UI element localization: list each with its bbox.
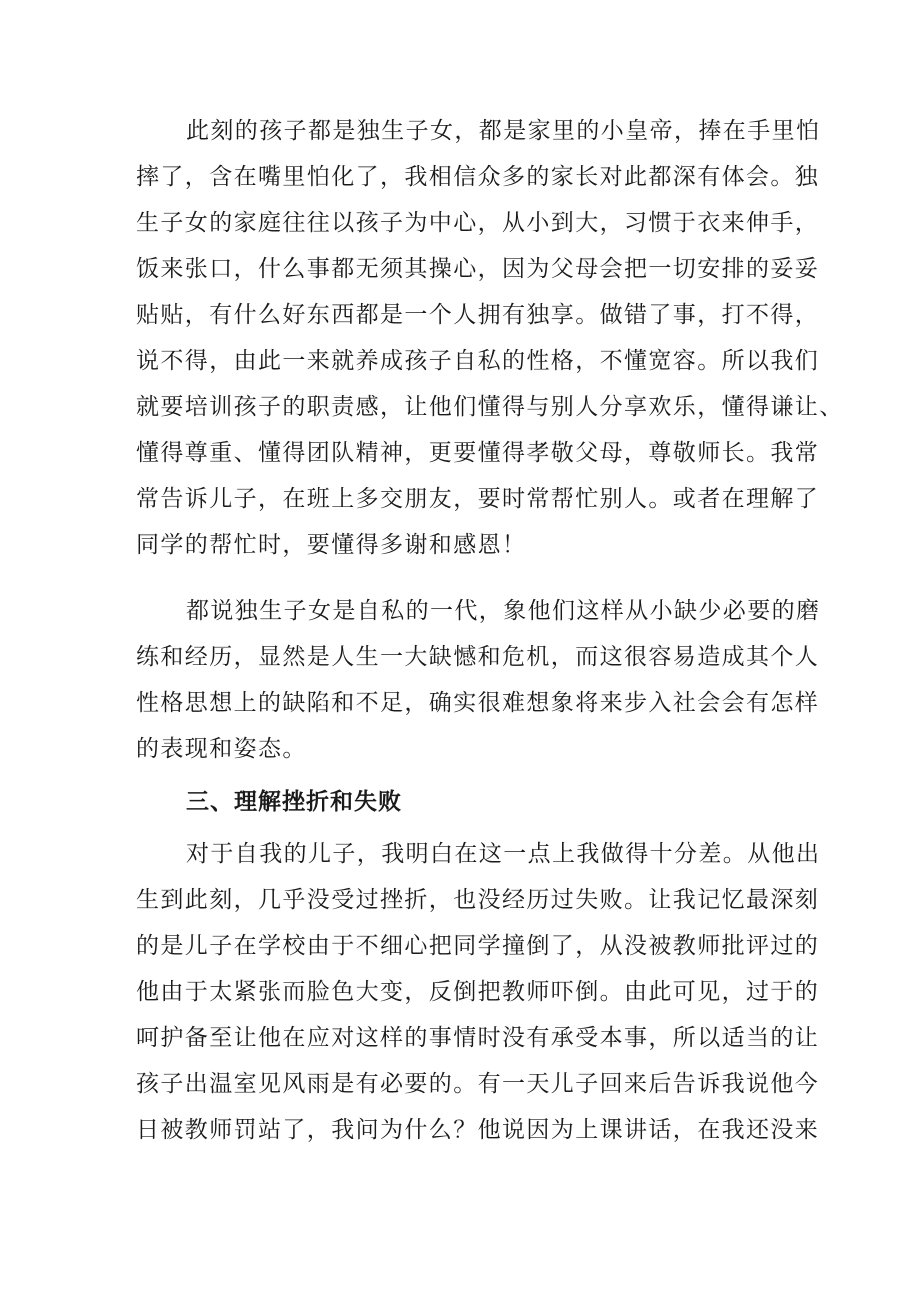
paragraph-1-line: 此刻的孩子都是独生子女，都是家里的小皇帝，捧在手里怕 xyxy=(186,118,821,144)
paragraph-2-line: 性格思想上的缺陷和不足，确实很难想象将来步入社会会有怎样 xyxy=(136,690,820,716)
paragraph-1-line: 常告诉儿子，在班上多交朋友，要时常帮忙别人。或者在理解了 xyxy=(136,486,820,512)
paragraph-1-line: 就要培训孩子的职责感，让他们懂得与别人分享欢乐，懂得谦让、 xyxy=(136,394,844,420)
paragraph-3-line: 日被教师罚站了，我问为什么？他说因为上课讲话，在我还没来 xyxy=(136,1117,820,1143)
paragraph-2-line: 都说独生子女是自私的一代，象他们这样从小缺少必要的磨 xyxy=(186,598,821,624)
paragraph-1-line: 饭来张口，什么事都无须其操心，因为父母会把一切安排的妥妥 xyxy=(136,256,820,282)
paragraph-1-line: 懂得尊重、懂得团队精神，更要懂得孝敬父母，尊敬师长。我常 xyxy=(136,440,820,466)
section-heading: 三、理解挫折和失败 xyxy=(186,788,402,815)
paragraph-3-line: 对于自我的儿子，我明白在这一点上我做得十分差。从他出 xyxy=(186,841,821,867)
paragraph-3-line: 孩子出温室见风雨是有必要的。有一天儿子回来后告诉我说他今 xyxy=(136,1071,820,1097)
paragraph-1-line: 摔了，含在嘴里怕化了，我相信众多的家长对此都深有体会。独 xyxy=(136,164,820,190)
paragraph-1-line: 生子女的家庭往往以孩子为中心，从小到大，习惯于衣来伸手， xyxy=(136,210,820,236)
paragraph-3-line: 他由于太紧张而脸色大变，反倒把教师吓倒。由此可见，过于的 xyxy=(136,979,820,1005)
paragraph-2-line: 练和经历，显然是人生一大缺憾和危机，而这很容易造成其个人 xyxy=(136,644,820,670)
paragraph-3-line: 的是儿子在学校由于不细心把同学撞倒了，从没被教师批评过的 xyxy=(136,933,820,959)
paragraph-3-line: 生到此刻，几乎没受过挫折，也没经历过失败。让我记忆最深刻 xyxy=(136,887,820,913)
paragraph-1-line: 同学的帮忙时，要懂得多谢和感恩！ xyxy=(136,532,527,558)
paragraph-1-line: 贴贴，有什么好东西都是一个人拥有独享。做错了事，打不得， xyxy=(136,302,820,328)
paragraph-1-line: 说不得，由此一来就养成孩子自私的性格，不懂宽容。所以我们 xyxy=(136,348,820,374)
paragraph-3-line: 呵护备至让他在应对这样的事情时没有承受本事，所以适当的让 xyxy=(136,1025,820,1051)
paragraph-2-line: 的表现和姿态。 xyxy=(136,736,307,762)
